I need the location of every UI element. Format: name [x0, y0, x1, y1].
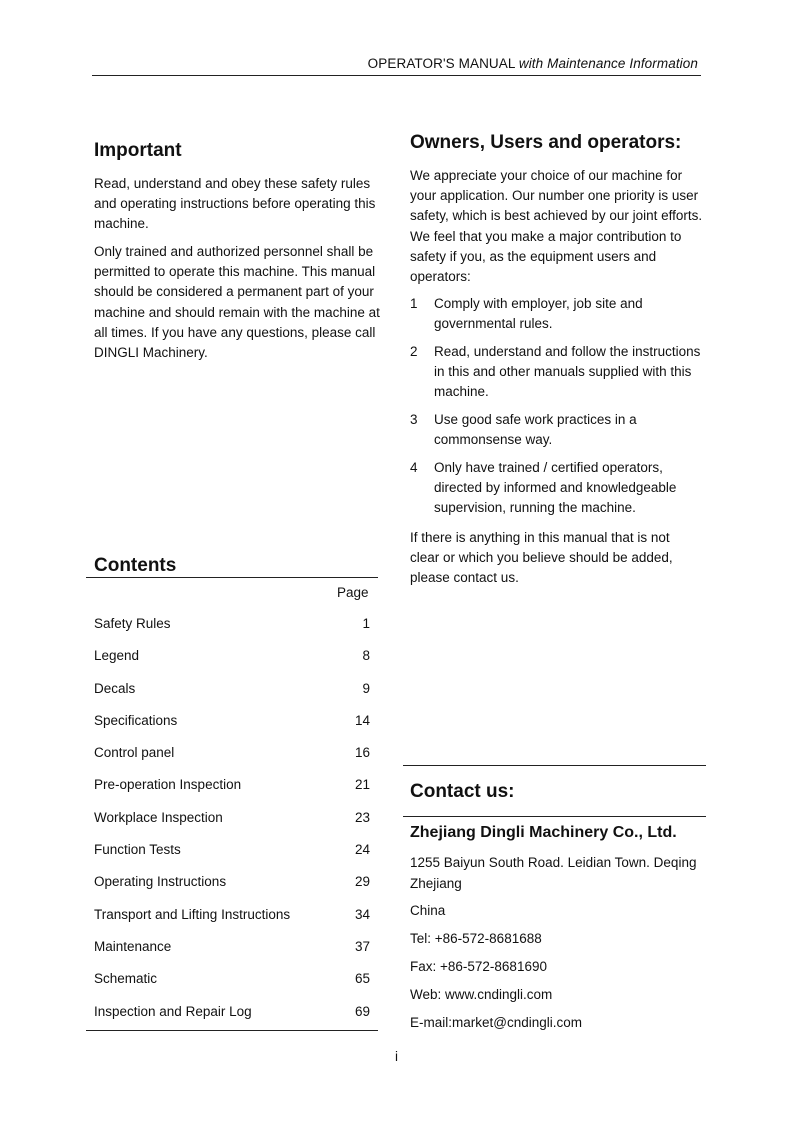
toc-page: 14	[354, 712, 370, 728]
list-item	[410, 458, 710, 519]
list-text: Use good safe work practices in a commonsense way.	[434, 412, 637, 448]
toc-title: Transport and Lifting Instructions	[94, 906, 291, 922]
toc-row[interactable]	[94, 681, 370, 713]
toc-title: Specifications	[94, 712, 178, 728]
toc-row[interactable]	[94, 713, 370, 745]
toc-row[interactable]	[94, 745, 370, 777]
toc-page: 9	[362, 680, 370, 696]
toc-title: Legend	[94, 648, 140, 664]
toc-row[interactable]	[94, 810, 370, 842]
toc-row[interactable]	[94, 1004, 370, 1036]
owners-intro: We appreciate your choice of our machine for your application. Our number one priority is user safety, which is best achieved by our joint efforts. We feel that you make a major contribution to safety if you, as the equipment users and operators:	[410, 168, 703, 285]
contact-web-link[interactable]: Web: www.cndingli.com	[410, 987, 553, 1002]
important-heading: Important	[94, 140, 182, 161]
list-number: 2	[410, 343, 418, 359]
toc-page: 1	[362, 616, 370, 631]
toc-title: Control panel	[94, 745, 175, 761]
contents-heading: Contents	[94, 555, 177, 576]
toc-row[interactable]	[94, 842, 370, 874]
contact-divider-top	[403, 765, 706, 766]
company-country: China	[410, 903, 446, 918]
toc-title: Pre-operation Inspection	[94, 777, 242, 793]
page-column-heading: Page	[337, 585, 369, 600]
list-text: Only have trained / certified operators, directed by informed and knowledgeable supervision, running the machine.	[434, 459, 677, 516]
header-subtitle: with Maintenance Information	[518, 56, 698, 71]
table-of-contents	[94, 616, 370, 1036]
contact-heading: Contact us:	[410, 781, 515, 802]
header-divider	[92, 75, 701, 76]
toc-page: 69	[354, 1003, 370, 1019]
toc-title: Operating Instructions	[94, 874, 227, 890]
toc-page: 21	[354, 777, 370, 793]
toc-page: 65	[354, 971, 370, 987]
list-number: 4	[410, 459, 418, 475]
contents-divider-bottom	[86, 1030, 378, 1031]
toc-title: Schematic	[94, 971, 158, 987]
list-item	[410, 294, 710, 334]
toc-row[interactable]	[94, 971, 370, 1003]
toc-page: 8	[362, 648, 370, 664]
list-item	[410, 342, 710, 403]
toc-title: Inspection and Repair Log	[94, 1003, 252, 1019]
running-header	[368, 56, 698, 71]
list-text: Read, understand and follow the instructions in this and other manuals supplied with this machine.	[434, 343, 701, 400]
toc-row[interactable]	[94, 939, 370, 971]
company-address: 1255 Baiyun South Road. Leidian Town. Deqing Zhejiang	[410, 855, 697, 891]
company-name: Zhejiang Dingli Machinery Co., Ltd.	[410, 824, 677, 841]
important-paragraph-1: Read, understand and obey these safety rules and operating instructions before operating this machine.	[94, 176, 376, 232]
toc-page: 23	[354, 809, 370, 825]
page-number: i	[395, 1049, 398, 1064]
contact-email-link[interactable]: E-mail:market@cndingli.com	[410, 1015, 582, 1030]
list-number: 3	[410, 412, 418, 428]
toc-title: Safety Rules	[94, 616, 171, 631]
owners-heading: Owners, Users and operators:	[410, 132, 682, 153]
toc-page: 29	[354, 874, 370, 890]
toc-title: Function Tests	[94, 842, 181, 858]
toc-row[interactable]	[94, 777, 370, 809]
toc-title: Maintenance	[94, 938, 172, 954]
header-title: OPERATOR'S MANUAL	[367, 56, 519, 71]
list-item	[410, 410, 710, 450]
contact-tel: Tel: +86-572-8681688	[410, 931, 542, 946]
list-number: 1	[410, 296, 418, 311]
toc-title: Decals	[94, 680, 136, 696]
toc-page: 34	[354, 906, 370, 922]
toc-title: Workplace Inspection	[94, 809, 223, 825]
toc-page: 37	[354, 938, 370, 954]
contact-fax: Fax: +86-572-8681690	[410, 959, 547, 974]
toc-row[interactable]	[94, 907, 370, 939]
toc-row[interactable]	[94, 874, 370, 906]
owners-list	[410, 294, 710, 526]
toc-row[interactable]	[94, 616, 370, 648]
contact-divider-mid	[403, 816, 706, 817]
contents-divider-top	[86, 577, 378, 578]
toc-row[interactable]	[94, 648, 370, 680]
toc-page: 16	[354, 745, 370, 761]
important-paragraph-2: Only trained and authorized personnel shall be permitted to operate this machine. This manual should be considered a permanent part of your machine and should remain with the machine at all times. If you have any questions, please call DINGLI Machinery.	[94, 244, 380, 361]
list-text: Comply with employer, job site and governmental rules.	[434, 296, 643, 332]
toc-page: 24	[354, 842, 370, 858]
owners-closing: If there is anything in this manual that is not clear or which you believe should be added, please contact us.	[410, 530, 673, 586]
